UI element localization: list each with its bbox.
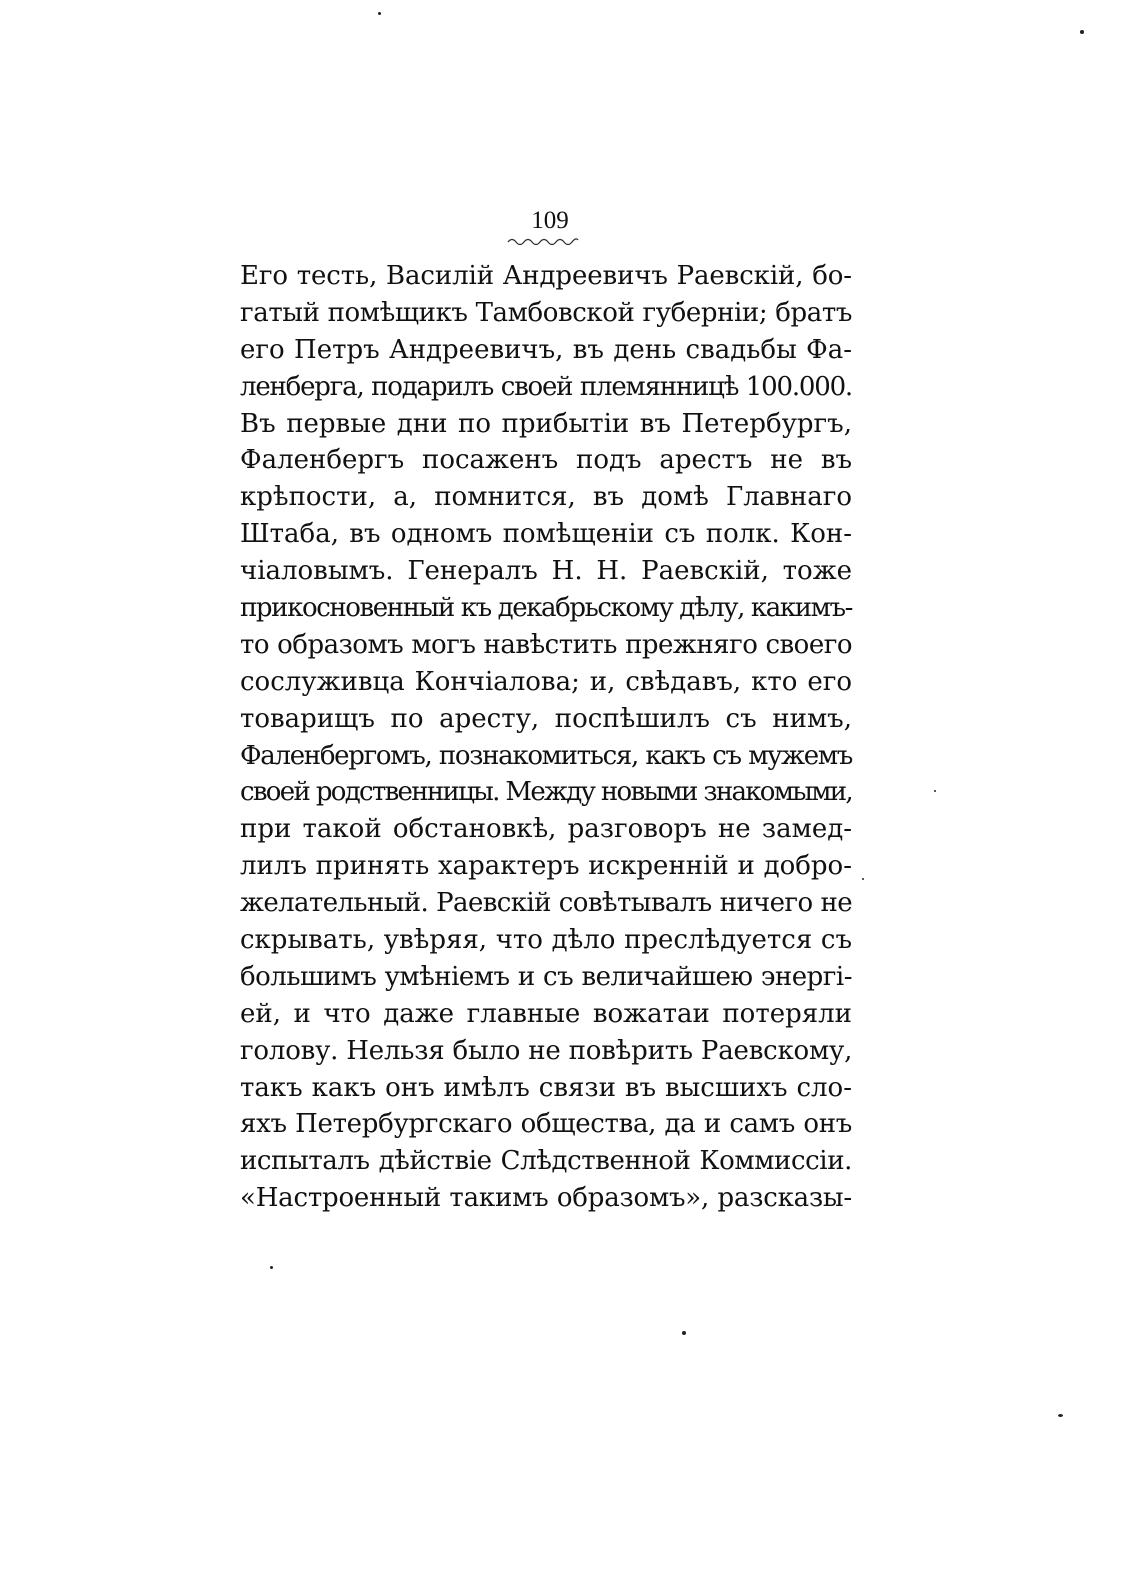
text-line: яхъ Петербургскаго общества, да и самъ онъ [240,1109,852,1140]
text-line: то образомъ могъ навѣстить прежняго своего [240,629,852,660]
ink-speck [934,790,936,792]
text-line: Штаба, въ одномъ помѣщеніи съ полк. Кон- [240,519,852,550]
text-line: желательный. Раевскій совѣтывалъ ничего не [240,888,852,919]
text-line: товарищъ по аресту, поспѣшилъ съ нимъ, [240,703,852,734]
text-line: большимъ умѣніемъ и съ величайшею энергі- [240,961,852,992]
ink-speck [682,1331,686,1335]
ink-speck [862,878,864,880]
text-line: лилъ принять характеръ искренній и добро- [240,851,852,882]
text-line: скрывать, увѣряя, что дѣло преслѣдуется съ [240,925,852,956]
text-line: его Петръ Андреевичъ, въ день свадьбы Фа- [240,334,852,365]
text-line: сослуживца Кончіалова; и, свѣдавъ, кто его [240,666,852,697]
text-line: чіаловымъ. Генералъ Н. Н. Раевскій, тоже [240,556,852,587]
text-line: Въ первые дни по прибытіи въ Петербургъ, [240,408,852,439]
text-line: ей, и что даже главные вожатаи потеряли [240,998,852,1029]
text-line: крѣпости, а, помнится, въ домѣ Главнаго [240,482,852,513]
text-line: «Настроенный такимъ образомъ», разсказы- [240,1183,852,1214]
ink-speck [1058,1414,1063,1417]
ink-speck [378,12,381,15]
text-line: Фаленбергъ посаженъ подъ арестъ не въ [240,445,852,476]
page-number: 109 [531,207,569,234]
text-line: прикосновенный къ декабрьскому дѣлу, какимъ- [240,593,852,624]
text-line: своей родственницы. Между новыми знакомыми, [240,777,852,808]
text-line: Его тесть, Василій Андреевичъ Раевскій, бо- [240,261,852,291]
text-line: такъ какъ онъ имѣлъ связи въ высшихъ сло- [240,1072,852,1103]
ink-speck [1080,30,1084,34]
body-text [240,258,852,1217]
text-line: испыталъ дѣйствіе Слѣдственной Коммиссіи. [240,1146,852,1177]
wavy-ornament-icon [506,236,580,246]
text-line: гатый помѣщикъ Тамбовской губерніи; братъ [240,297,852,328]
text-line: при такой обстановкѣ, разговоръ не замед- [240,814,852,845]
text-line: Фаленбергомъ, познакомиться, какъ съ мужемъ [240,740,852,771]
page-header [0,206,1100,236]
ink-speck [270,1266,273,1269]
text-line: голову. Нельзя было не повѣрить Раевскому, [240,1035,853,1066]
text-line: ленберга, подарилъ своей племянницѣ 100.000. [240,371,852,402]
